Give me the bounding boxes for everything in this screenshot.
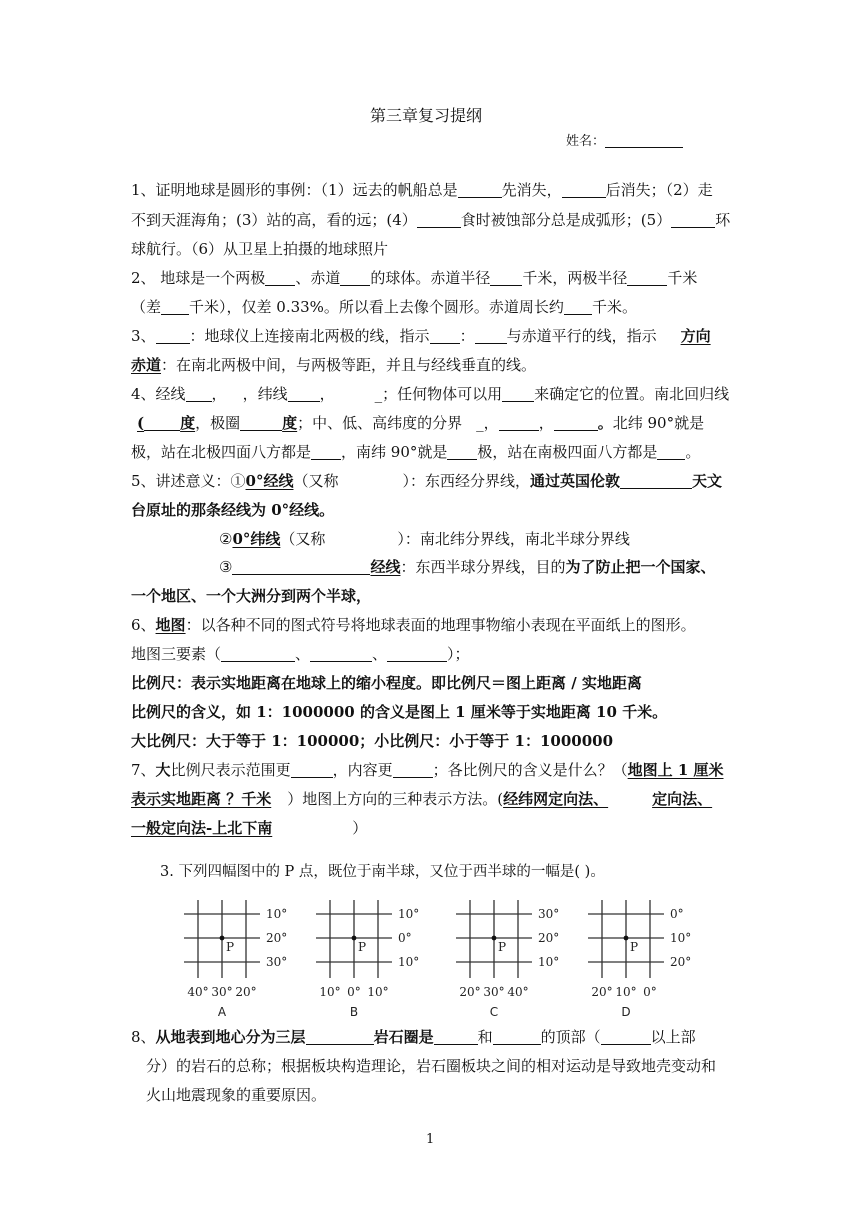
- q2-line2: [131, 297, 637, 317]
- q8-text: 和: [477, 1028, 493, 1046]
- page-title: 第三章复习提纲: [370, 106, 483, 125]
- q4-line2: [131, 413, 704, 433]
- answer-blank[interactable]: [502, 386, 534, 402]
- q5-text: （又称: [280, 530, 326, 548]
- q5-text: （又称: [293, 472, 339, 490]
- q4-text: ，: [538, 414, 554, 432]
- answer-blank[interactable]: [240, 415, 282, 431]
- q4-keyword: 度: [282, 414, 298, 432]
- grid-figure-a: [180, 890, 290, 1026]
- q6-text: 6、: [131, 616, 156, 634]
- answer-blank[interactable]: [393, 762, 433, 778]
- answer-blank[interactable]: [161, 299, 189, 315]
- q1-text: 后消失；（2）走: [605, 181, 713, 199]
- answer-blank[interactable]: [156, 328, 190, 344]
- q7-keyword: 大: [155, 761, 171, 779]
- q4-text: ，南纬 90°就是: [341, 443, 448, 461]
- q8-keyword: 从地表到地心分为三层: [155, 1028, 306, 1046]
- figure-caption: A: [217, 1005, 227, 1019]
- answer-blank[interactable]: [434, 1029, 478, 1045]
- name-blank[interactable]: [605, 132, 683, 148]
- answer-blank[interactable]: [291, 762, 333, 778]
- latitude-label: 20°: [670, 955, 692, 969]
- longitude-label: 40°: [187, 985, 209, 999]
- q8-text: 以上部: [650, 1028, 696, 1046]
- q1-text: 环: [715, 211, 731, 229]
- q7-line2: [131, 789, 712, 809]
- answer-blank[interactable]: [340, 270, 370, 286]
- q5-line2: 台原址的那条经线为 0°经线。: [131, 501, 335, 519]
- grid-figure-d: [584, 890, 694, 1026]
- q3-line1: [131, 326, 711, 346]
- grid-figure-c: [452, 890, 562, 1026]
- q5-line3: [219, 529, 630, 549]
- q7-text: ）地图上方向的三种表示方法。(: [287, 790, 504, 808]
- q6-line3: 比例尺：表示实地距离在地球上的缩小程度。即比例尺＝图上距离 / 实地距离: [131, 674, 642, 692]
- answer-blank[interactable]: [601, 1029, 651, 1045]
- q6-line2: [131, 644, 470, 664]
- point-p-marker: [624, 936, 629, 941]
- answer-blank[interactable]: [475, 328, 507, 344]
- latitude-label: 30°: [538, 907, 560, 921]
- longitude-label: 30°: [211, 985, 233, 999]
- q7-keyword: 表示实地距离 ？千米: [131, 790, 272, 808]
- q3-text: ：地球仪上连接南北两极的线，指示: [189, 327, 430, 345]
- q5-keyword: 0°经线: [245, 472, 294, 490]
- page-number: 1: [426, 1132, 435, 1147]
- q1-line3: 球航行。（6）从卫星上拍摄的地球照片: [131, 240, 389, 258]
- figure-caption: B: [349, 1005, 359, 1019]
- q2-text: 2、 地球是一个两极: [131, 269, 266, 287]
- q6-text: 地图三要素（: [131, 645, 222, 663]
- grid-d-svg: [584, 890, 694, 1022]
- q1-text: 食时被蚀部分总是成弧形；(5）: [460, 211, 672, 229]
- q4-text: 。: [597, 414, 613, 432]
- longitude-label: 20°: [591, 985, 613, 999]
- answer-blank[interactable]: [499, 415, 539, 431]
- answer-blank[interactable]: [620, 473, 692, 489]
- longitude-label: 20°: [235, 985, 257, 999]
- answer-blank[interactable]: [430, 328, 460, 344]
- latitude-label: 0°: [670, 907, 684, 921]
- point-p-marker: [492, 936, 497, 941]
- q6-line1: [131, 615, 696, 635]
- longitude-label: 10°: [319, 985, 341, 999]
- q1-line2: [131, 210, 730, 230]
- q7-text: ；各比例尺的含义是什么？（: [432, 761, 628, 779]
- q5-text: ）：南北纬分界线，南北半球分界线: [397, 530, 630, 548]
- point-p-label: P: [226, 940, 235, 954]
- answer-blank[interactable]: [417, 212, 461, 228]
- q4-text: ；中、低、高纬度的分界: [297, 414, 463, 432]
- answer-blank[interactable]: [627, 270, 667, 286]
- q5-keyword: 0°纬线: [232, 530, 281, 548]
- q4-text: ，: [319, 385, 335, 403]
- q6-text: ）；: [447, 645, 470, 663]
- q1-text: 1、证明地球是圆形的事例：（1）远去的帆船总是: [131, 181, 458, 199]
- q2-text: （差: [131, 298, 162, 316]
- q6-line4: 比例尺的含义，如 1：1000000 的含义是图上 1 厘米等于实地距离 10 千米。: [131, 703, 668, 721]
- q5-text: ：东西半球分界线，目的: [400, 558, 566, 576]
- q6-text: 、: [295, 645, 311, 663]
- longitude-label: 10°: [367, 985, 389, 999]
- latitude-label: 20°: [538, 931, 560, 945]
- q8-text: 8、: [131, 1028, 156, 1046]
- q6-line5: 大比例尺：大于等于 1：100000；小比例尺：小于等于 1：1000000: [131, 732, 614, 750]
- q1-text: 不到天涯海角；(3）站的高，看的远；(4）: [131, 211, 417, 229]
- grid-c-svg: [452, 890, 562, 1022]
- q5-keyword: 天文: [692, 472, 723, 490]
- grid-a-svg: [180, 890, 290, 1022]
- latitude-label: 10°: [266, 907, 288, 921]
- point-p-label: P: [498, 940, 507, 954]
- answer-blank[interactable]: [310, 646, 372, 662]
- latitude-label: 0°: [398, 931, 412, 945]
- q7-line3: [131, 818, 367, 838]
- answer-blank[interactable]: [186, 386, 212, 402]
- q7-keyword: 定向法、: [652, 790, 713, 808]
- q7-text: 比例尺表示范围更: [170, 761, 291, 779]
- q4-line1: [131, 384, 729, 404]
- question-3: 3. 下列四幅图中的 P 点，既位于南半球，又位于西半球的一幅是( )。: [160, 864, 605, 880]
- q2-text: 的球体。赤道半径: [370, 269, 491, 287]
- q8-keyword: 岩石圈是: [373, 1028, 434, 1046]
- answer-blank[interactable]: [562, 182, 606, 198]
- answer-blank[interactable]: [493, 1029, 541, 1045]
- latitude-label: 30°: [266, 955, 288, 969]
- answer-blank[interactable]: [564, 299, 592, 315]
- q4-text: 4、经线: [131, 385, 186, 403]
- q4-text: ，极圈: [195, 414, 241, 432]
- answer-blank[interactable]: [306, 1029, 374, 1045]
- q5-line1: [131, 471, 722, 491]
- q4-text: 极，站在南极四面八方都是: [477, 443, 658, 461]
- q6-text: 、: [372, 645, 388, 663]
- longitude-label: 20°: [459, 985, 481, 999]
- q5-text: 5、讲述意义：①: [131, 472, 246, 490]
- longitude-label: 0°: [643, 985, 657, 999]
- longitude-label: 10°: [615, 985, 637, 999]
- q5-text: ②: [219, 530, 233, 548]
- figure-caption: C: [489, 1005, 499, 1019]
- q5-keyword: 通过英国伦敦: [530, 472, 621, 490]
- q4-text: 北纬 90°就是: [612, 414, 705, 432]
- q6-text: ：以各种不同的图式符号将地球表面的地理事物缩小表现在平面纸上的图形。: [185, 616, 696, 634]
- q5-line5: 一个地区、一个大洲分到两个半球，: [131, 587, 372, 605]
- answer-blank[interactable]: [144, 415, 180, 431]
- latitude-label: 10°: [398, 907, 420, 921]
- q4-line3: [131, 442, 700, 462]
- q8-line3: 火山地震现象的重要原因。: [146, 1086, 327, 1104]
- q4-keyword: 度: [180, 414, 196, 432]
- q7-keyword: 地图上 1 厘米: [627, 761, 724, 779]
- grid-b-svg: [312, 890, 422, 1022]
- q7-text: ）: [352, 819, 368, 837]
- q3-text: 3、: [131, 327, 156, 345]
- answer-blank[interactable]: [447, 444, 477, 460]
- q2-text: 千米。: [591, 298, 637, 316]
- q2-text: 千米: [667, 269, 698, 287]
- q7-text: 7、: [131, 761, 156, 779]
- q4-keyword: (: [137, 414, 145, 432]
- q5-keyword: 经线: [370, 558, 401, 576]
- answer-blank[interactable]: [387, 646, 447, 662]
- grid-figure-b: [312, 890, 422, 1026]
- q5-line4: [219, 557, 716, 577]
- point-p-marker: [352, 936, 357, 941]
- answer-blank[interactable]: [657, 444, 685, 460]
- q4-text: ，纬线: [242, 385, 288, 403]
- answer-blank[interactable]: [232, 559, 370, 575]
- point-p-marker: [220, 936, 225, 941]
- q5-text: ）：东西经分界线，: [402, 472, 531, 490]
- q7-line1: [131, 760, 724, 780]
- q3-text: ：: [459, 327, 475, 345]
- name-field: [566, 132, 683, 152]
- q7-keyword: 经纬网定向法、: [503, 790, 609, 808]
- longitude-label: 0°: [347, 985, 361, 999]
- q8-text: 的顶部（: [540, 1028, 601, 1046]
- q1-text: 先消失，: [501, 181, 562, 199]
- point-p-label: P: [358, 940, 367, 954]
- q3-text: 与赤道平行的线，指示: [506, 327, 657, 345]
- q4-text: ，: [211, 385, 227, 403]
- q1-line1: [131, 180, 713, 200]
- q2-text: 千米，两极半径: [522, 269, 628, 287]
- q4-text: 。: [685, 443, 701, 461]
- latitude-label: 20°: [266, 931, 288, 945]
- latitude-label: 10°: [538, 955, 560, 969]
- point-p-label: P: [630, 940, 639, 954]
- latitude-label: 10°: [398, 955, 420, 969]
- answer-blank[interactable]: [458, 182, 502, 198]
- answer-blank[interactable]: [554, 415, 598, 431]
- q8-line2: 分）的岩石的总称；根据板块构造理论，岩石圈板块之间的相对运动是导致地壳变动和: [146, 1057, 717, 1075]
- q7-keyword: 一般定向法-上北下南: [131, 819, 273, 837]
- q3-keyword: 方向: [680, 327, 711, 345]
- answer-blank[interactable]: [490, 270, 522, 286]
- longitude-label: 40°: [507, 985, 529, 999]
- q8-line1: [131, 1027, 696, 1047]
- longitude-label: 30°: [483, 985, 505, 999]
- latitude-label: 10°: [670, 931, 692, 945]
- answer-blank[interactable]: [265, 270, 295, 286]
- q4-text: 来确定它的位置。南北回归线: [534, 385, 730, 403]
- q4-text: _，: [476, 414, 499, 432]
- answer-blank[interactable]: [288, 386, 320, 402]
- q3-line2: [131, 355, 536, 375]
- q3-text: ：在南北两极中间，与两极等距，并且与经线垂直的线。: [161, 356, 537, 374]
- q4-text: 极，站在北极四面八方都是: [131, 443, 312, 461]
- q5-text: ③: [219, 558, 233, 576]
- q4-text: _；任何物体可以用: [374, 385, 503, 403]
- q2-text: 千米），仅差 0.33%。所以看上去像个圆形。赤道周长约: [189, 298, 564, 316]
- answer-blank[interactable]: [671, 212, 715, 228]
- q5-keyword: 为了防止把一个国家、: [565, 558, 716, 576]
- q6-keyword: 地图: [155, 616, 186, 634]
- q2-line1: [131, 268, 697, 288]
- name-label: 姓名：: [566, 134, 606, 149]
- q2-text: 、赤道: [295, 269, 341, 287]
- q7-text: ，内容更: [332, 761, 393, 779]
- answer-blank[interactable]: [221, 646, 295, 662]
- answer-blank[interactable]: [311, 444, 341, 460]
- q3-keyword: 赤道: [131, 356, 162, 374]
- figure-caption: D: [621, 1005, 631, 1019]
